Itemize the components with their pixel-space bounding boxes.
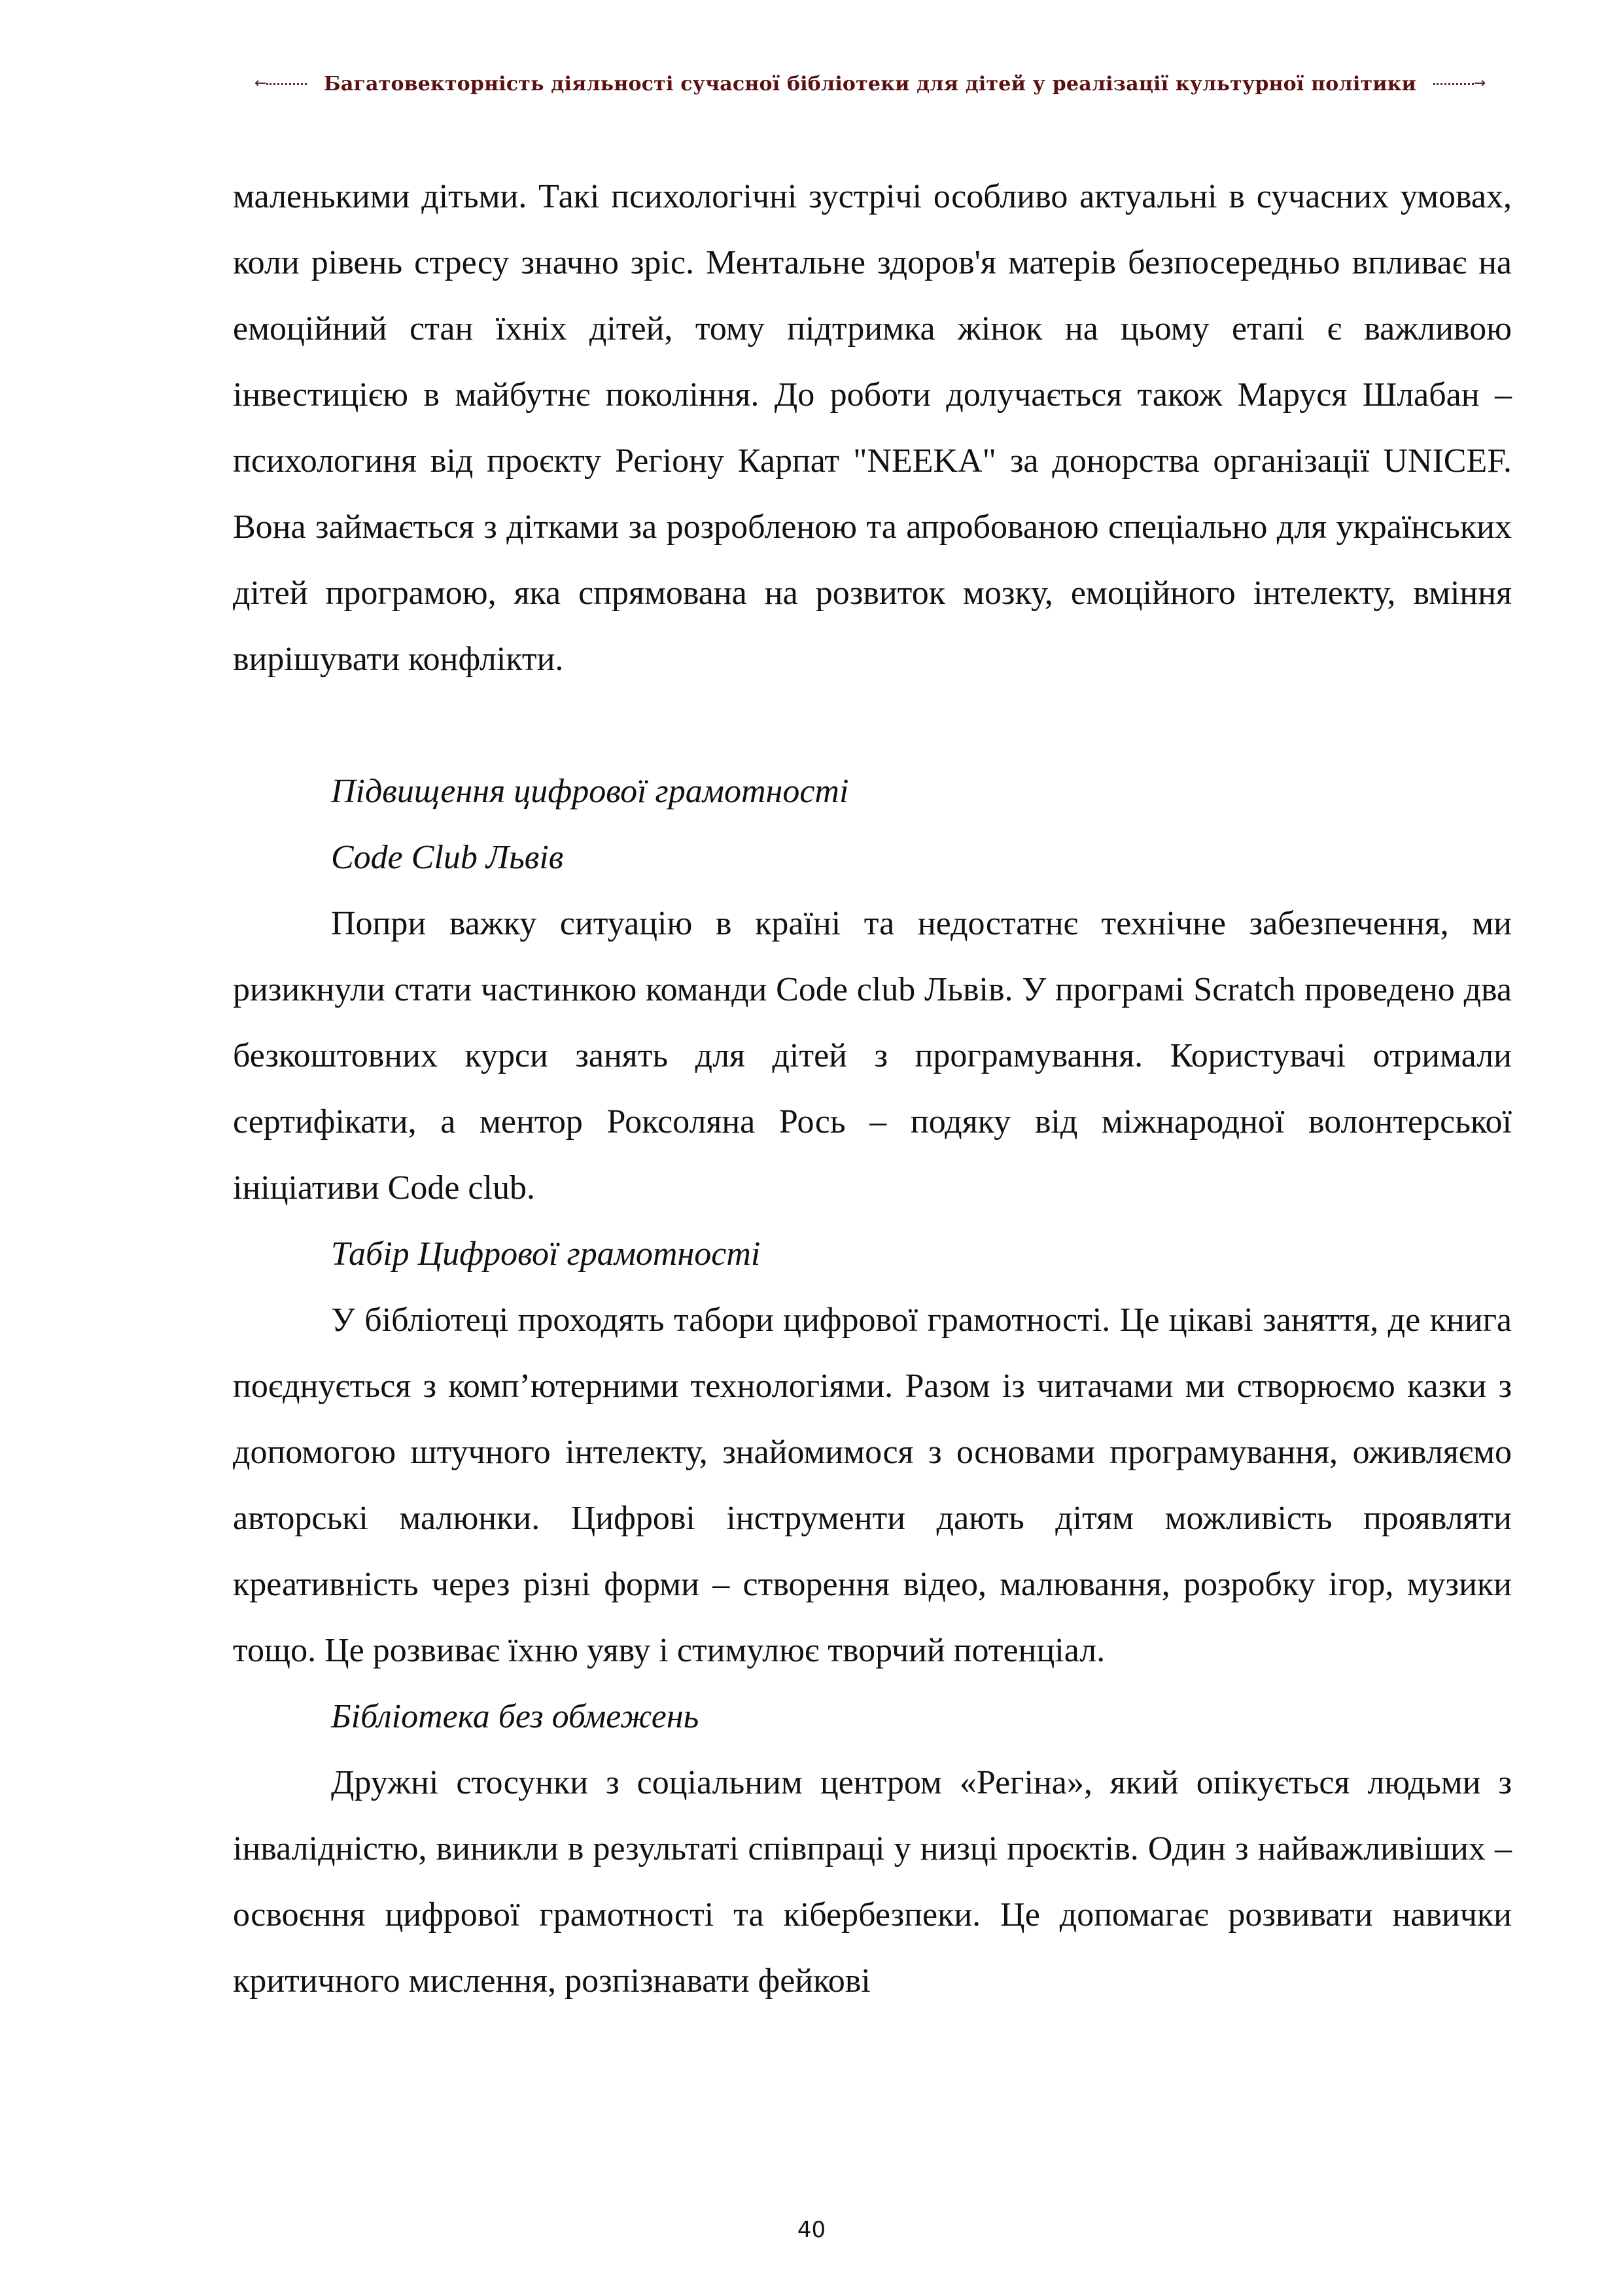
section-spacer (233, 692, 1512, 758)
header-left-arrow-icon: ← (254, 77, 307, 91)
subheading-digital-camp: Табір Цифрової грамотності (331, 1235, 761, 1273)
paragraph-digital-camp: У бібліотеці проходять табори цифрової грамотності. Це цікаві заняття, де книга поєднується з комп’ютерними технологіями. Разом із читачами ми створюємо казки з допомогою штучного інтелекту, знайомимося з основами програмування, оживляємо авторські малюнки. Цифрові інструменти дають дітям можливість проявляти креативність через різні форми – створення відео, малювання, розробку ігор, музики тощо. Це розвиває їхню уяву і стимулює творчий потенціал. (233, 1301, 1512, 1669)
running-header (255, 68, 1485, 99)
section-heading-digital-literacy: Підвищення цифрової грамотності (331, 773, 849, 810)
subheading-library-without-limits: Бібліотека без обмежень (331, 1698, 699, 1735)
paragraph-library-without-limits: Дружні стосунки з соціальним центром «Регіна», який опікується людьми з інвалідністю, виникли в результаті співпраці у низці проєктів. Один з найважливіших – освоєння цифрової грамотності та кібербезпеки. Це допомагає розвивати навички критичного мислення, розпізнавати фейкові (233, 1764, 1512, 2000)
subheading-code-club: Code Club Львів (331, 839, 564, 876)
page-number: 40 (797, 2217, 826, 2243)
page-body (233, 164, 1512, 2014)
paragraph-continuation: маленькими дітьми. Такі психологічні зустрічі особливо актуальні в сучасних умовах, коли рівень стресу значно зріс. Ментальне здоров'я матерів безпосередньо впливає на емоційний стан їхніх дітей, тому підтримка жінок на цьому етапі є важливою інвестицією в майбутнє покоління. До роботи долучається також Маруся Шлабан – психологиня від проєкту Регіону Карпат "NEEKA" за донорства організації UNICEF. Вона займається з дітками за розробленою та апробованою спеціально для українських дітей програмою, яка спрямована на розвиток мозку, емоційного інтелекту, вміння вирішувати конфлікти. (233, 178, 1512, 678)
header-title: Багатовекторність діяльності сучасної бібліотеки для дітей у реалізації культурної політики (324, 72, 1417, 96)
paragraph-code-club: Попри важку ситуацію в країні та недостатнє технічне забезпечення, ми ризикнули стати частинкою команди Code club Львів. У програмі Scratch проведено два безкоштовних курси занять для дітей з програмування. Користувачі отримали сертифікати, а ментор Роксоляна Рось – подяку від міжнародної волонтерської ініціативи Code club. (233, 905, 1512, 1207)
header-right-arrow-icon: → (1433, 77, 1486, 91)
